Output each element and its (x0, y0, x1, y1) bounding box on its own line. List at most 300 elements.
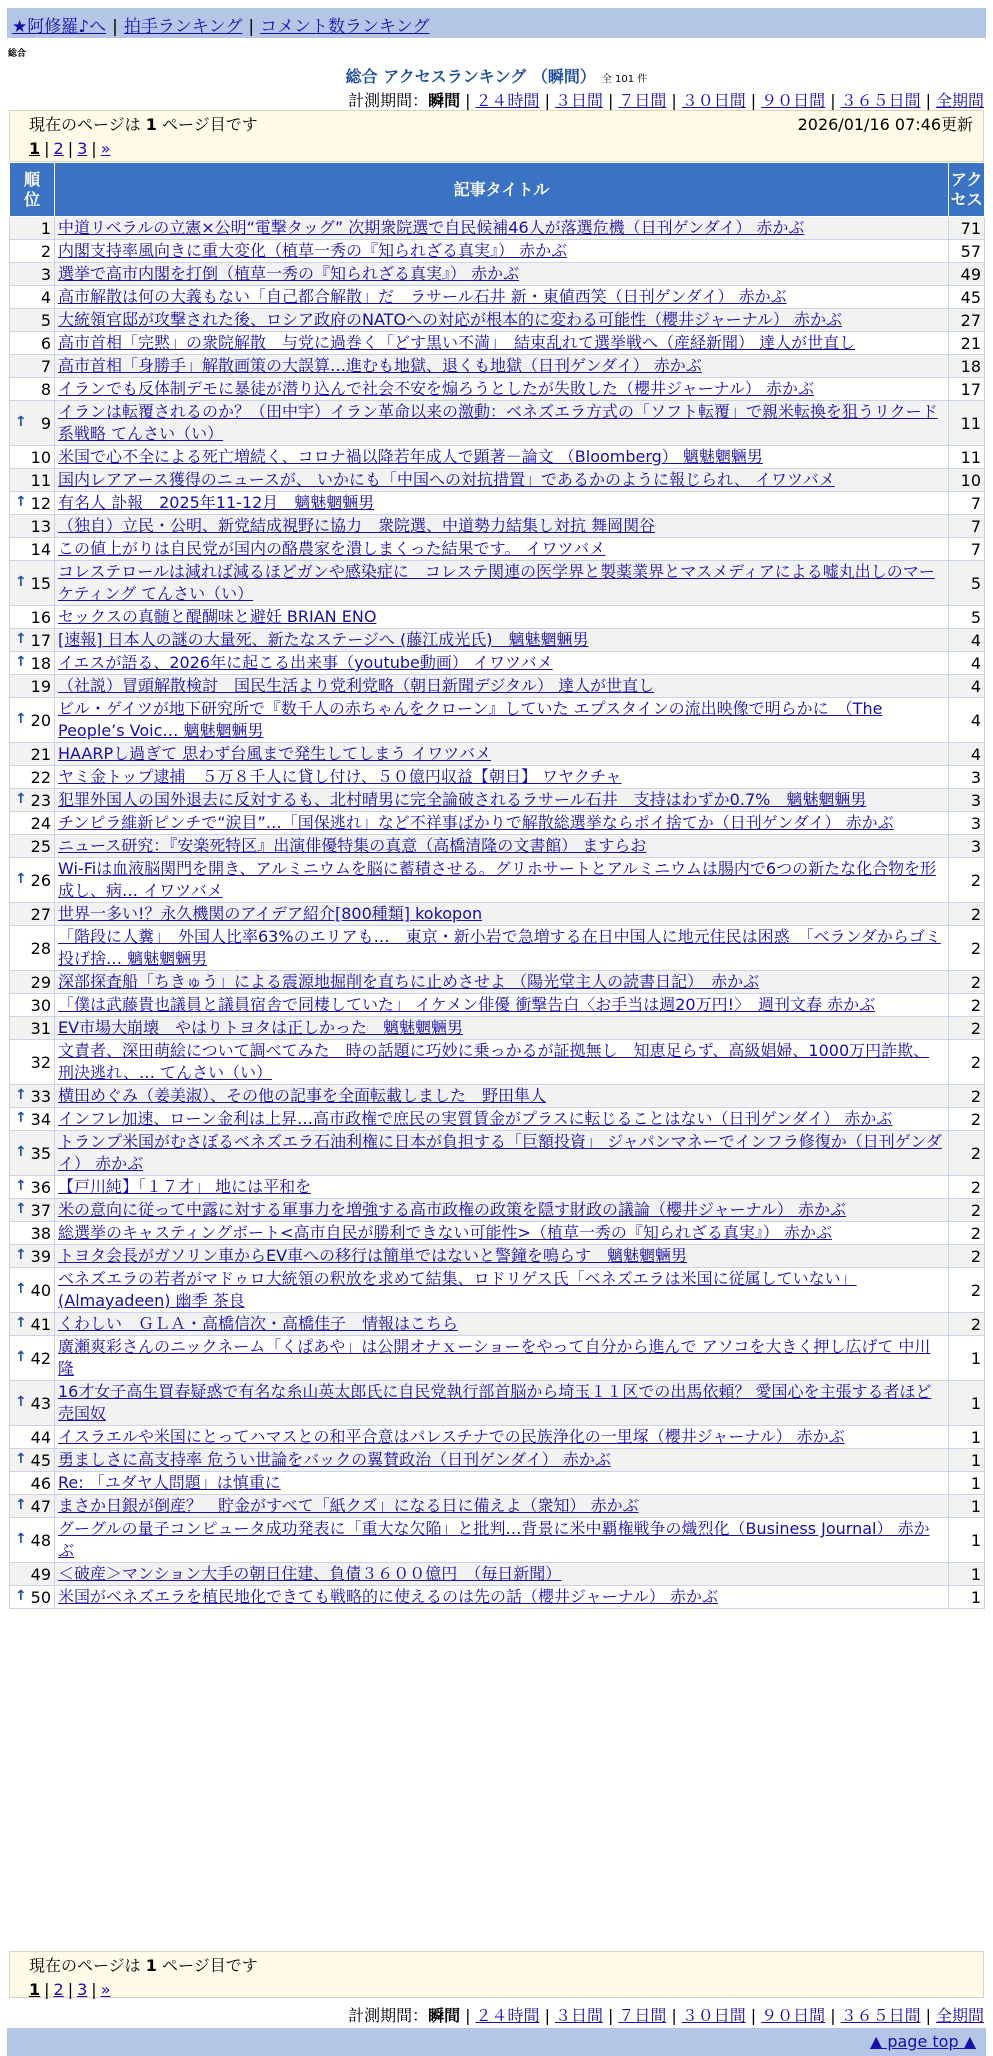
pager-next[interactable]: » (100, 139, 111, 158)
period-option-4[interactable]: ３０日間 (681, 2006, 746, 2025)
title-cell (55, 1245, 949, 1268)
article-link[interactable]: まさか日銀が倒産？ 貯金がすべて「紙クズ」になる日に備えよ（衆知） 赤かぶ (58, 1496, 639, 1515)
period-separator: | (830, 91, 836, 110)
article-link[interactable]: 世界一多い!？永久機関のアイデア紹介[800種類] kokopon (58, 904, 483, 923)
count-cell: 7 (949, 538, 985, 561)
rank-cell (10, 698, 55, 743)
period-option-6[interactable]: ３６５日間 (840, 2006, 921, 2025)
rank-cell (10, 1268, 55, 1313)
table-row (10, 1245, 985, 1268)
title-cell (55, 1586, 949, 1609)
article-link[interactable]: 【戸川純】「１７才」 地には平和を (58, 1177, 312, 1196)
table-row (10, 446, 985, 469)
article-link[interactable]: チンピラ維新ピンチで“涙目”…「国保逃れ」など不祥事ばかりで解散総選挙ならポイ捨てか（日刊ゲンダイ） 赤かぶ (58, 813, 894, 832)
table-row (10, 629, 985, 652)
title-cell (55, 446, 949, 469)
article-link[interactable]: 廣瀬爽彩さんのニックネーム「くぱあや」は公開オナｘーショーをやって自分から進んで アソコを大きく押し広げて 中川隆 (58, 1337, 931, 1378)
rank-cell (10, 217, 55, 240)
rank-header: 順位 (10, 163, 55, 217)
count-cell: 2 (949, 858, 985, 903)
rank-number: 36 (30, 1177, 51, 1197)
pager-separator: | (67, 139, 74, 158)
count-cell: 1 (949, 1563, 985, 1586)
title-cell (55, 1199, 949, 1222)
period-option-2[interactable]: ３日間 (554, 91, 603, 110)
rank-cell (10, 926, 55, 971)
table-row (10, 1222, 985, 1245)
pager-page-3[interactable]: 3 (77, 1980, 88, 1999)
pager-top (29, 138, 973, 162)
article-link[interactable]: セックスの真髄と醍醐味と避妊 BRIAN ENO (58, 607, 377, 626)
comment-ranking-link[interactable]: コメント数ランキング (260, 17, 430, 37)
rank-number: 20 (30, 710, 51, 730)
count-cell: 4 (949, 675, 985, 698)
count-cell: 2 (949, 1199, 985, 1222)
rank-number: 29 (30, 972, 51, 992)
rank-cell (10, 1176, 55, 1199)
table-row (10, 1586, 985, 1609)
rank-number: 5 (40, 310, 51, 330)
rank-up-arrow-icon: ↑ (15, 493, 27, 510)
period-separator: | (671, 2006, 677, 2025)
rank-number: 45 (30, 1450, 51, 1470)
count-cell: 2 (949, 1245, 985, 1268)
page-title: 総合 アクセスランキング （瞬間） (345, 67, 596, 86)
article-link[interactable]: イスラエルや米国にとってハマスとの和平合意はパレスチナでの民族浄化の一里塚（櫻井ジャーナル） 赤かぶ (58, 1427, 845, 1446)
rank-number: 13 (30, 516, 51, 536)
rank-number: 18 (30, 653, 51, 673)
table-row (10, 538, 985, 561)
title-cell (55, 903, 949, 926)
rank-cell (10, 332, 55, 355)
article-link[interactable]: イランでも反体制デモに暴徒が潜り込んで社会不安を煽ろうとしたが失敗した（櫻井ジャーナル） 赤かぶ (58, 379, 814, 398)
period-separator: | (671, 91, 677, 110)
title-cell (55, 401, 949, 446)
article-link[interactable]: グーグルの量子コンピュータ成功発表に「重大な欠陥」と批判…背景に米中覇権戦争の熾烈化（Business Journal） 赤かぶ (58, 1519, 930, 1560)
title-cell (55, 812, 949, 835)
period-separator: | (607, 91, 614, 110)
page-top-link[interactable]: ▲ page top ▲ (869, 2032, 976, 2051)
rank-up-arrow-icon: ↑ (15, 1200, 27, 1217)
period-option-1[interactable]: ２４時間 (475, 2006, 540, 2025)
period-option-3[interactable]: ７日間 (618, 91, 667, 110)
home-link[interactable]: ★阿修羅♪へ (12, 17, 107, 37)
rank-number: 31 (30, 1018, 51, 1038)
count-cell: 2 (949, 971, 985, 994)
count-cell: 3 (949, 835, 985, 858)
article-link[interactable]: 高市首相「身勝手」解散画策の大誤算…進むも地獄、退くも地獄（日刊ゲンダイ） 赤かぶ (58, 356, 702, 375)
title-cell (55, 1449, 949, 1472)
table-row (10, 1108, 985, 1131)
rank-up-arrow-icon: ↑ (15, 630, 27, 647)
title-cell (55, 1313, 949, 1336)
rank-up-arrow-icon: ↑ (15, 1450, 27, 1467)
rank-number: 42 (30, 1348, 51, 1368)
count-cell: 18 (949, 355, 985, 378)
table-row (10, 994, 985, 1017)
pager-current: 1 (29, 139, 41, 158)
title-cell (55, 1426, 949, 1449)
rank-number: 32 (30, 1052, 51, 1072)
table-row (10, 1518, 985, 1563)
rank-up-arrow-icon: ↑ (15, 1393, 27, 1410)
table-row (10, 515, 985, 538)
table-row (10, 355, 985, 378)
title-cell (55, 1381, 949, 1426)
article-link[interactable]: 高市解散は何の大義もない「自己都合解散」だ ラサール石井 新・東値西笑（日刊ゲンダイ） 赤かぶ (58, 287, 787, 306)
count-cell: 7 (949, 515, 985, 538)
title-cell (55, 263, 949, 286)
rank-number: 43 (30, 1393, 51, 1413)
table-row (10, 492, 985, 515)
count-cell: 5 (949, 561, 985, 606)
pager-separator: | (44, 139, 50, 158)
article-link[interactable]: くわしい ＧＬＡ・高橋信次・高橋佳子 情報はこちら (58, 1314, 459, 1333)
article-link[interactable]: （独自）立民・公明、新党結成視野に協力 衆院選、中道勢力結集し対抗 舞岡関谷 (58, 516, 656, 535)
period-option-4[interactable]: ３０日間 (681, 91, 746, 110)
table-row (10, 309, 985, 332)
rank-number: 9 (40, 413, 51, 433)
count-cell: 49 (949, 263, 985, 286)
rank-number: 19 (30, 676, 51, 696)
count-cell: 1 (949, 1336, 985, 1381)
rank-number: 17 (30, 630, 51, 650)
title-cell (55, 1518, 949, 1563)
period-separator: | (607, 2006, 614, 2025)
rank-cell (10, 971, 55, 994)
rank-number: 33 (30, 1086, 51, 1106)
title-cell (55, 217, 949, 240)
title-cell (55, 492, 949, 515)
rank-cell (10, 1131, 55, 1176)
footer-bar (7, 2028, 986, 2056)
rank-up-arrow-icon: ↑ (15, 1280, 27, 1297)
period-option-5[interactable]: ９０日間 (761, 2006, 826, 2025)
article-link[interactable]: ビル・ゲイツが地下研究所で『数千人の赤ちゃんをクローン』していた エプスタインの流出映像で明らかに （The People’s Voic… 魑魅魍魎男 (58, 699, 883, 740)
title-cell (55, 1495, 949, 1518)
rank-number: 39 (30, 1246, 51, 1266)
count-cell: 1 (949, 1381, 985, 1426)
title-cell (55, 766, 949, 789)
period-separator: | (830, 2006, 836, 2025)
article-link[interactable]: トヨタ会長がガソリン車からEV車への移行は簡単ではないと警鐘を鳴らす 魑魅魍魎男 (58, 1246, 688, 1265)
count-cell: 2 (949, 926, 985, 971)
rank-cell (10, 1313, 55, 1336)
title-cell (55, 1131, 949, 1176)
current-page-text: 現在のページは 1 ページ目です (29, 115, 258, 134)
article-link[interactable]: Wi-Fiは血液脳関門を開き、アルミニウムを脳に蓄積させる。グリホサートとアルミニウムは腸内で6つの新たな化合物を形成し、病… イワツバメ (58, 859, 937, 900)
rank-cell (10, 858, 55, 903)
rank-cell (10, 401, 55, 446)
rank-cell (10, 446, 55, 469)
rank-cell (10, 1108, 55, 1131)
count-cell: 2 (949, 1131, 985, 1176)
table-row (10, 858, 985, 903)
title-cell (55, 1040, 949, 1085)
count-cell: 21 (949, 332, 985, 355)
period-option-2[interactable]: ３日間 (554, 2006, 603, 2025)
table-row (10, 1313, 985, 1336)
table-row (10, 561, 985, 606)
rank-up-arrow-icon: ↑ (15, 573, 27, 590)
article-link[interactable]: 大統領官邸が攻撃された後、ロシア政府のNATOへの対応が根本的に変わる可能性（櫻井ジャーナル） 赤かぶ (58, 310, 843, 329)
table-row (10, 286, 985, 309)
table-row (10, 1199, 985, 1222)
article-link[interactable]: トランプ米国がむさぼるベネズエラ石油利権に日本が負担する「巨額投資」 ジャパンマネーでインフラ修復か（日刊ゲンダイ） 赤かぶ (58, 1132, 942, 1173)
rank-number: 12 (30, 493, 51, 513)
article-link[interactable]: （社説）冒頭解散検討 国民生活より党利党略（朝日新聞デジタル） 達人が世直し (58, 676, 655, 695)
article-link[interactable]: 選挙で高市内閣を打倒（植草一秀の『知られざる真実』） 赤かぶ (58, 264, 520, 283)
title-cell (55, 1085, 949, 1108)
title-cell (55, 743, 949, 766)
pager-page-2[interactable]: 2 (53, 1980, 64, 1999)
nav-separator: | (248, 17, 255, 37)
top-navigation (7, 8, 986, 38)
title-cell (55, 240, 949, 263)
rank-cell (10, 1518, 55, 1563)
rank-number: 50 (30, 1587, 51, 1607)
rank-number: 10 (30, 447, 51, 467)
period-option-6[interactable]: ３６５日間 (840, 91, 921, 110)
rank-cell (10, 515, 55, 538)
rank-cell (10, 789, 55, 812)
count-cell: 57 (949, 240, 985, 263)
rank-up-arrow-icon: ↑ (15, 1348, 27, 1365)
rank-number: 41 (30, 1314, 51, 1334)
table-row (10, 743, 985, 766)
article-link[interactable]: イエスが語る、2026年に起こる出来事（youtube動画） イワツバメ (58, 653, 553, 672)
count-cell: 11 (949, 446, 985, 469)
article-link[interactable]: 米国で心不全による死亡増続く、コロナ禍以降若年成人で顕著－論文 （Bloomberg） 魑魅魍魎男 (58, 447, 763, 466)
article-link[interactable]: イランは転覆されるのか？（田中宇）イラン革命以来の激動：ベネズエラ方式の「ソフト転覆」で親米転換を狙うリクード系戦略 てんさい（い） (58, 402, 938, 443)
count-cell: 3 (949, 812, 985, 835)
period-separator: | (544, 91, 550, 110)
article-link[interactable]: 文責者、深田萌絵について調べてみた 時の話題に巧妙に乗っかるが証拠無し 知恵足らず、高級娼婦、1000万円詐欺、刑決逃れ、… てんさい（い） (58, 1041, 930, 1082)
rank-cell (10, 812, 55, 835)
title-cell (55, 378, 949, 401)
count-cell: 2 (949, 1108, 985, 1131)
pager-separator: | (67, 1980, 74, 1999)
rank-cell (10, 1245, 55, 1268)
article-link[interactable]: [速報] 日本人の謎の大量死、新たなステージへ (藤江成光氏) 魑魅魍魎男 (58, 630, 589, 649)
title-cell (55, 538, 949, 561)
table-row (10, 1268, 985, 1313)
rank-number: 30 (30, 995, 51, 1015)
table-row (10, 1426, 985, 1449)
rank-number: 16 (30, 607, 51, 627)
title-cell (55, 629, 949, 652)
rank-up-arrow-icon: ↑ (15, 870, 27, 887)
article-link[interactable]: 総選挙のキャスティングボート<高市自民が勝利できない可能性>（植草一秀の『知られざる真実』） 赤かぶ (58, 1223, 832, 1242)
title-cell (55, 1336, 949, 1381)
rank-number: 35 (30, 1143, 51, 1163)
count-cell: 4 (949, 652, 985, 675)
count-cell: 7 (949, 492, 985, 515)
count-cell: 45 (949, 286, 985, 309)
rank-cell (10, 1199, 55, 1222)
table-row (10, 903, 985, 926)
article-link[interactable]: 横田めぐみ（姜美淑）、その他の記事を全面転載しました 野田隼人 (58, 1086, 547, 1105)
article-link[interactable]: Re: 「ユダヤ人問題」は慎重に (58, 1473, 281, 1492)
table-row (10, 766, 985, 789)
period-separator: | (750, 91, 757, 110)
count-cell: 3 (949, 766, 985, 789)
title-cell (55, 652, 949, 675)
count-cell: 2 (949, 1176, 985, 1199)
pager-separator: | (44, 1980, 50, 1999)
table-row (10, 675, 985, 698)
table-row (10, 1495, 985, 1518)
rank-up-arrow-icon: ↑ (15, 1177, 27, 1194)
title-cell (55, 355, 949, 378)
rank-number: 1 (40, 218, 51, 238)
table-row (10, 1472, 985, 1495)
rank-cell (10, 355, 55, 378)
pager-bottom (29, 1979, 973, 2003)
pager-next[interactable]: » (100, 1980, 111, 1999)
rank-number: 27 (30, 904, 51, 924)
table-row (10, 812, 985, 835)
article-link[interactable]: ヤミ金トップ逮捕 ５万８千人に貸し付け、５０億円収益【朝日】 ワヤクチャ (58, 767, 622, 786)
status-row-bottom (29, 1955, 973, 1979)
count-cell: 1 (949, 1472, 985, 1495)
rank-cell (10, 652, 55, 675)
article-link[interactable]: HAARPし過ぎて 思わず台風まで発生してしまう イワツバメ (58, 744, 491, 763)
period-option-5[interactable]: ９０日間 (761, 91, 826, 110)
count-cell: 11 (949, 401, 985, 446)
title-cell (55, 926, 949, 971)
rank-number: 14 (30, 539, 51, 559)
table-row (10, 263, 985, 286)
rank-number: 24 (30, 813, 51, 833)
title-cell (55, 1176, 949, 1199)
article-link[interactable]: 犯罪外国人の国外退去に反対するも、北村晴男に完全論破されるラサール石井 支持はわずか0.7% 魑魅魍魎男 (58, 790, 867, 809)
rank-number: 44 (30, 1427, 51, 1447)
period-option-1[interactable]: ２４時間 (475, 91, 540, 110)
article-link[interactable]: 内閣支持率風向きに重大変化（植草一秀の『知られざる真実』） 赤かぶ (58, 241, 568, 260)
rank-cell (10, 469, 55, 492)
title-cell (55, 515, 949, 538)
rank-number: 7 (40, 356, 51, 376)
article-link[interactable]: 米の意向に従って中露に対する軍事力を増強する高市政権の政策を隠す財政の議論（櫻井ジャーナル） 赤かぶ (58, 1200, 846, 1219)
table-row (10, 698, 985, 743)
article-link[interactable]: インフレ加速、ローン金利は上昇…高市政権で庶民の実質賃金がプラスに転じることはない（日刊ゲンダイ） 赤かぶ (58, 1109, 893, 1128)
pager-page-2[interactable]: 2 (53, 139, 64, 158)
table-row (10, 835, 985, 858)
rank-cell (10, 1495, 55, 1518)
title-cell (55, 1268, 949, 1313)
count-cell: 10 (949, 469, 985, 492)
title-cell (55, 1108, 949, 1131)
title-cell (55, 675, 949, 698)
category-label: 総合 (8, 49, 27, 59)
rank-number: 26 (30, 870, 51, 890)
title-cell (55, 606, 949, 629)
article-link[interactable]: 深部探査船「ちきゅう」による震源地掘削を直ちに止めさせよ （陽光堂主人の読書日記） 赤かぶ (58, 972, 760, 991)
table-header (10, 163, 985, 217)
table-row (10, 378, 985, 401)
updated-time: 2026/01/16 07:46更新 (797, 115, 973, 134)
period-separator: | (544, 2006, 550, 2025)
rank-number: 21 (30, 744, 51, 764)
article-link[interactable]: ニュース研究：『安楽死特区』出演俳優特集の真意（高橋清隆の文書館） ますらお (58, 836, 647, 855)
rank-number: 3 (40, 264, 51, 284)
rank-cell (10, 1586, 55, 1609)
article-link[interactable]: 高市首相「完黙」の衆院解散 与党に過巻く「どす黒い不満」 結束乱れて選挙戦へ（産経新聞） 達人が世直し (58, 333, 856, 352)
rank-cell (10, 1472, 55, 1495)
article-link[interactable]: 中道リベラルの立憲×公明“電撃タッグ” 次期衆院選で自民候補46人が落選危機（日刊ゲンダイ） 赤かぶ (58, 218, 805, 237)
pager-separator: | (91, 139, 97, 158)
rank-cell (10, 1381, 55, 1426)
article-link[interactable]: 勇ましさに高支持率 危うい世論をバックの翼賛政治（日刊ゲンダイ） 赤かぶ (58, 1450, 611, 1469)
article-link[interactable]: ＜破産＞マンション大手の朝日住建、負債３６００億円 （毎日新聞） (58, 1564, 562, 1583)
count-cell: 1 (949, 1426, 985, 1449)
article-link[interactable]: 国内レアアース獲得のニュースが、 いかにも「中国への対抗措置」であるかのように報じられ、 イワツバメ (58, 470, 835, 489)
article-link[interactable]: 「僕は武藤貴也議員と議員宿舎で同棲していた」 イケメン俳優 衝撃告白〈お手当は週20万円!〉 週刊文春 赤かぶ (58, 995, 876, 1014)
table-row (10, 469, 985, 492)
period-option-7[interactable]: 全期間 (935, 2006, 984, 2025)
pager-separator: | (91, 1980, 97, 1999)
pager-current: 1 (29, 1980, 41, 1999)
clap-ranking-link[interactable]: 拍手ランキング (123, 17, 243, 37)
rank-cell (10, 378, 55, 401)
period-separator: | (750, 2006, 757, 2025)
rank-number: 11 (30, 470, 51, 490)
table-row (10, 240, 985, 263)
period-option-7[interactable]: 全期間 (935, 91, 984, 110)
rank-cell (10, 263, 55, 286)
count-cell: 2 (949, 994, 985, 1017)
count-cell: 2 (949, 1017, 985, 1040)
article-link[interactable]: EV市場大崩壊 やはりトヨタは正しかった 魑魅魍魎男 (58, 1018, 464, 1037)
rank-number: 4 (40, 287, 51, 307)
article-link[interactable]: 「階段に人糞」 外国人比率63%のエリアも… 東京・新小岩で急増する在日中国人に地元住民は困惑 「ベランダからゴミ投げ捨… 魑魅魍魎男 (58, 927, 941, 968)
rank-up-arrow-icon: ↑ (15, 1314, 27, 1331)
rank-cell (10, 1222, 55, 1245)
rank-number: 46 (30, 1473, 51, 1493)
period-option-3[interactable]: ７日間 (618, 2006, 667, 2025)
table-row (10, 1176, 985, 1199)
title-cell (55, 309, 949, 332)
rank-cell (10, 903, 55, 926)
count-cell: 4 (949, 629, 985, 652)
article-link[interactable]: ベネズエラの若者がマドゥロ大統領の釈放を求めて結集、ロドリゲス氏「ベネズエラは米国に従属していない」(Almayadeen) 幽季 茶良 (58, 1269, 857, 1310)
count-cell: 2 (949, 1268, 985, 1313)
rank-up-arrow-icon: ↑ (15, 790, 27, 807)
rank-number: 23 (30, 790, 51, 810)
title-cell (55, 835, 949, 858)
article-link[interactable]: 16才女子高生買春疑惑で有名な糸山英太郎氏に自民党執行部首脳から埼玉１１区での出馬依頼？ 愛国心を主張する者ほど売国奴 (58, 1382, 932, 1423)
table-row (10, 971, 985, 994)
rank-cell (10, 1040, 55, 1085)
title-cell (55, 1222, 949, 1245)
article-link[interactable]: この値上がりは自民党が国内の酪農家を潰しまくった結果です。 イワツバメ (58, 539, 606, 558)
article-link[interactable]: 米国がベネズエラを植民地化できても戦略的に使えるのは先の話（櫻井ジャーナル） 赤かぶ (58, 1587, 718, 1606)
page-title-line (0, 64, 993, 87)
table-row (10, 1563, 985, 1586)
article-link[interactable]: 有名人 訃報 2025年11-12月 魑魅魍魎男 (58, 493, 375, 512)
count-cell: 4 (949, 743, 985, 766)
rank-cell (10, 766, 55, 789)
article-link[interactable]: コレステロールは減れば減るほどガンや感染症に コレステ関連の医学界と製薬業界とマスメディアによる嘘丸出しのマーケティング てんさい（い） (58, 562, 935, 603)
pager-page-3[interactable]: 3 (77, 139, 88, 158)
table-row (10, 1040, 985, 1085)
rank-number: 25 (30, 836, 51, 856)
table-row (10, 1381, 985, 1426)
title-cell (55, 561, 949, 606)
rank-cell (10, 561, 55, 606)
rank-up-arrow-icon: ↑ (15, 1530, 27, 1547)
